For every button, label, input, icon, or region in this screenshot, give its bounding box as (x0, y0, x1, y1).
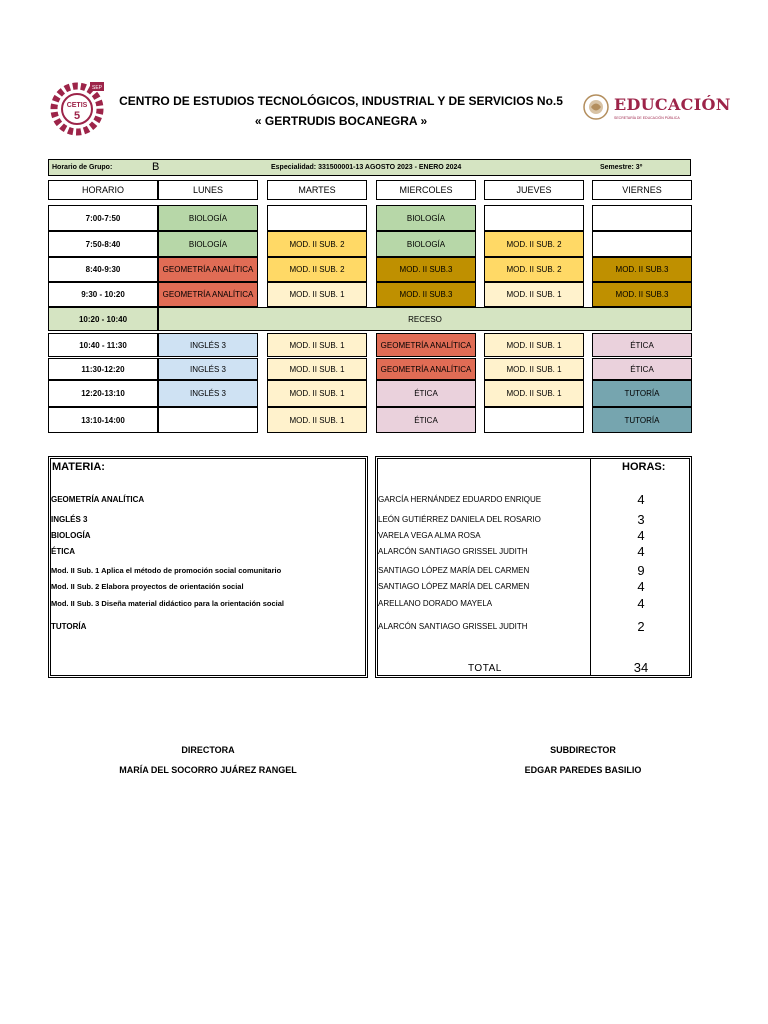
class-cell: MOD. II SUB.3 (376, 257, 476, 282)
sep-logo-subtext: SECRETARÍA DE EDUCACIÓN PÚBLICA (614, 116, 680, 120)
class-cell: BIOLOGÍA (376, 231, 476, 257)
class-cell: MOD. II SUB. 1 (484, 358, 584, 380)
logo-left-tag: SEP (91, 85, 103, 91)
subject-hours: 4 (637, 579, 645, 594)
subject-name: Mod. II Sub. 3 Diseña material didáctico para la orientación social (51, 599, 284, 608)
class-cell: MOD. II SUB. 1 (267, 282, 367, 307)
class-cell: BIOLOGÍA (376, 205, 476, 231)
column-header: LUNES (158, 180, 258, 200)
class-cell: ÉTICA (376, 380, 476, 407)
class-cell: GEOMETRÍA ANALÍTICA (376, 333, 476, 357)
class-cell: BIOLOGÍA (158, 231, 258, 257)
subject-hours: 4 (637, 544, 645, 559)
time-slot: 9:30 - 10:20 (48, 282, 158, 307)
class-cell: INGLÉS 3 (158, 358, 258, 380)
time-slot: 7:50-8:40 (48, 231, 158, 257)
subject-name: GEOMETRÍA ANALÍTICA (51, 495, 145, 504)
subject-hours: 3 (637, 512, 645, 527)
sep-logo-text: EDUCACIÓN (614, 95, 731, 114)
class-cell (592, 231, 692, 257)
time-slot: 13:10-14:00 (48, 407, 158, 433)
subject-hours: 2 (637, 619, 645, 634)
director-name: MARÍA DEL SOCORRO JUÁREZ RANGEL (119, 765, 297, 775)
class-cell: GEOMETRÍA ANALÍTICA (158, 282, 258, 307)
group-value: B (152, 161, 160, 173)
column-header: JUEVES (484, 180, 584, 200)
hours-divider (590, 459, 591, 675)
class-cell: MOD. II SUB.3 (592, 282, 692, 307)
subdirector-role: SUBDIRECTOR (550, 745, 616, 755)
receso-band: RECESO (158, 307, 692, 331)
class-cell: INGLÉS 3 (158, 333, 258, 357)
class-cell: MOD. II SUB. 1 (484, 380, 584, 407)
class-cell: MOD. II SUB. 1 (267, 358, 367, 380)
especialidad: Especialidad: 331500001-13 AGOSTO 2023 - ENERO 2024 (271, 164, 462, 171)
teacher-name: ALARCÓN SANTIAGO GRISSEL JUDITH (378, 547, 528, 556)
class-cell: MOD. II SUB. 1 (267, 333, 367, 357)
class-cell: MOD. II SUB.3 (376, 282, 476, 307)
horas-title: HORAS: (622, 461, 666, 473)
subject-name: Mod. II Sub. 1 Aplica el método de promoción social comunitario (51, 566, 282, 575)
total-hours: 34 (633, 660, 649, 675)
teacher-name: GARCÍA HERNÁNDEZ EDUARDO ENRIQUE (378, 495, 542, 504)
subject-hours: 9 (637, 563, 645, 578)
class-cell: BIOLOGÍA (158, 205, 258, 231)
class-cell: MOD. II SUB. 1 (484, 282, 584, 307)
subject-name: TUTORÍA (51, 622, 87, 631)
class-cell: MOD. II SUB. 2 (484, 231, 584, 257)
subject-name: BIOLOGÍA (51, 531, 91, 540)
class-cell: MOD. II SUB. 1 (484, 333, 584, 357)
class-cell: GEOMETRÍA ANALÍTICA (158, 257, 258, 282)
teacher-name: LEÓN GUTIÉRREZ DANIELA DEL ROSARIO (378, 515, 541, 524)
time-slot: 11:30-12:20 (48, 358, 158, 380)
column-header: HORARIO (48, 180, 158, 200)
cetis-logo (46, 76, 108, 138)
subject-hours: 4 (637, 596, 645, 611)
school-name: CENTRO DE ESTUDIOS TECNOLÓGICOS, INDUSTRIAL Y DE SERVICIOS No.5 (119, 94, 563, 108)
class-cell (158, 407, 258, 433)
director-role: DIRECTORA (181, 745, 235, 755)
group-label: Horario de Grupo: (52, 164, 113, 171)
subdirector-name: EDGAR PAREDES BASILIO (524, 765, 642, 775)
time-slot: 8:40-9:30 (48, 257, 158, 282)
column-header: VIERNES (592, 180, 692, 200)
logo-left-text: CETIS (66, 102, 88, 109)
class-cell: INGLÉS 3 (158, 380, 258, 407)
time-slot: 12:20-13:10 (48, 380, 158, 407)
subject-hours: 4 (637, 528, 645, 543)
teacher-name: VARELA VEGA ALMA ROSA (378, 531, 481, 540)
subject-name: Mod. II Sub. 2 Elabora proyectos de orientación social (51, 582, 244, 591)
time-slot: 10:40 - 11:30 (48, 333, 158, 357)
class-cell: TUTORÍA (592, 380, 692, 407)
class-cell: MOD. II SUB. 2 (267, 231, 367, 257)
class-cell: GEOMETRÍA ANALÍTICA (376, 358, 476, 380)
class-cell: ÉTICA (376, 407, 476, 433)
class-cell: MOD. II SUB. 2 (267, 257, 367, 282)
materia-title: MATERIA: (52, 461, 105, 473)
school-subtitle: « GERTRUDIS BOCANEGRA » (254, 114, 428, 128)
class-cell: ÉTICA (592, 333, 692, 357)
class-cell (592, 205, 692, 231)
class-cell: MOD. II SUB.3 (592, 257, 692, 282)
teacher-name: ALARCÓN SANTIAGO GRISSEL JUDITH (378, 622, 528, 631)
class-cell: MOD. II SUB. 1 (267, 407, 367, 433)
teacher-name: SANTIAGO LÓPEZ MARÍA DEL CARMEN (378, 566, 530, 575)
semestre: Semestre: 3º (600, 164, 643, 171)
subject-hours: 4 (637, 492, 645, 507)
class-cell: MOD. II SUB. 2 (484, 257, 584, 282)
class-cell: MOD. II SUB. 1 (267, 380, 367, 407)
time-slot: 10:20 - 10:40 (48, 307, 158, 331)
teacher-name: ARELLANO DORADO MAYELA (378, 599, 493, 608)
column-header: MIERCOLES (376, 180, 476, 200)
subject-name: ÉTICA (51, 547, 75, 556)
total-label: TOTAL (468, 663, 502, 674)
logo-left-number: 5 (73, 110, 81, 122)
time-slot: 7:00-7:50 (48, 205, 158, 231)
group-info-bar (48, 159, 691, 176)
class-cell (267, 205, 367, 231)
class-cell: ÉTICA (592, 358, 692, 380)
teacher-name: SANTIAGO LÓPEZ MARÍA DEL CARMEN (378, 582, 530, 591)
class-cell (484, 407, 584, 433)
class-cell: TUTORÍA (592, 407, 692, 433)
subject-name: INGLÉS 3 (51, 515, 88, 524)
column-header: MARTES (267, 180, 367, 200)
class-cell (484, 205, 584, 231)
